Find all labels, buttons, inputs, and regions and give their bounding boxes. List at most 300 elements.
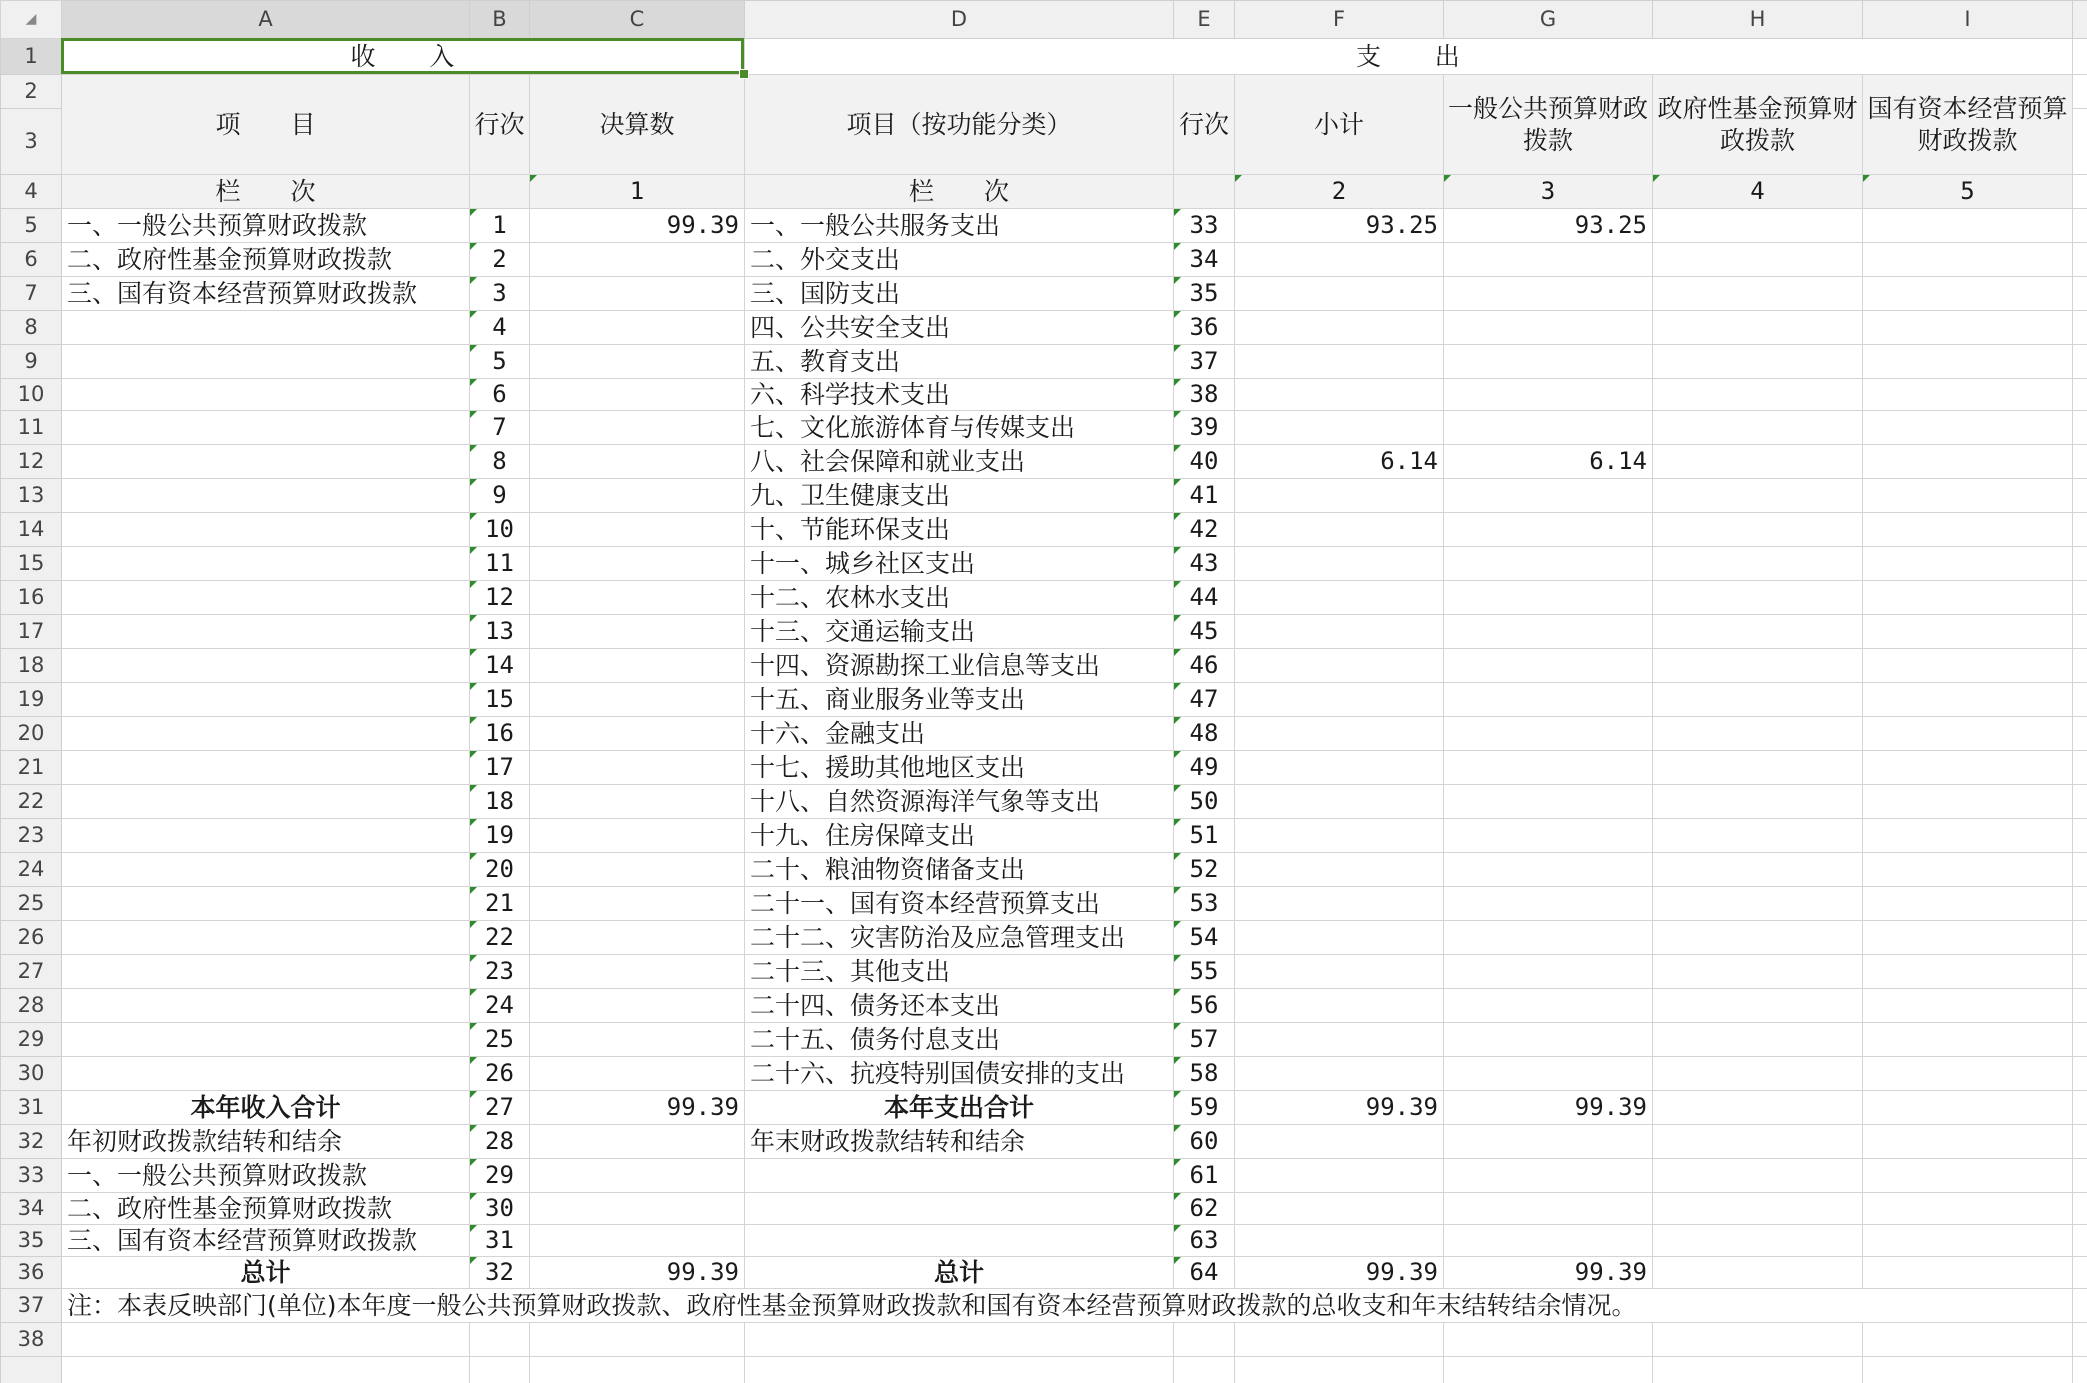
amount-cell[interactable] [530,277,745,311]
row-number-cell[interactable]: 30 [470,1193,530,1225]
amount-cell[interactable] [1653,513,1863,547]
column-header[interactable]: C [530,1,745,39]
amount-cell[interactable] [1863,921,2073,955]
amount-cell[interactable] [1863,1091,2073,1125]
amount-cell[interactable] [530,1125,745,1159]
cell[interactable] [745,1323,1174,1357]
amount-cell[interactable] [1653,1125,1863,1159]
row-header[interactable]: 32 [1,1125,62,1159]
amount-cell[interactable]: 93.25 [1444,209,1653,243]
amount-cell[interactable] [1235,887,1444,921]
expense-item-cell[interactable]: 十八、自然资源海洋气象等支出 [745,785,1174,819]
income-item-cell[interactable]: 二、政府性基金预算财政拨款 [62,243,470,277]
amount-cell[interactable]: 99.39 [1235,1091,1444,1125]
income-item-cell[interactable] [62,853,470,887]
income-item-cell[interactable]: 一、一般公共预算财政拨款 [62,209,470,243]
expense-item-cell[interactable]: 十一、城乡社区支出 [745,547,1174,581]
row-header[interactable]: 27 [1,955,62,989]
row-number-cell[interactable]: 60 [1174,1125,1235,1159]
amount-cell[interactable] [1235,1125,1444,1159]
row-header[interactable]: 14 [1,513,62,547]
row-number-cell[interactable]: 27 [470,1091,530,1125]
column-header[interactable]: B [470,1,530,39]
amount-cell[interactable] [530,819,745,853]
cell[interactable] [1174,1323,1235,1357]
amount-cell[interactable] [530,243,745,277]
row-number-cell[interactable]: 2 [470,243,530,277]
amount-cell[interactable] [1653,209,1863,243]
amount-cell[interactable] [1863,751,2073,785]
row-header[interactable]: 1 [1,39,62,75]
expense-item-cell[interactable] [745,1159,1174,1193]
amount-cell[interactable] [1653,887,1863,921]
income-item-cell[interactable] [62,785,470,819]
income-item-cell[interactable]: 三、国有资本经营预算财政拨款 [62,277,470,311]
amount-cell[interactable] [1444,887,1653,921]
row-number-cell[interactable]: 31 [470,1225,530,1257]
row-header[interactable]: 11 [1,411,62,445]
row-number-cell[interactable]: 50 [1174,785,1235,819]
cell[interactable] [1174,175,1235,209]
expense-item-cell[interactable]: 二、外交支出 [745,243,1174,277]
amount-cell[interactable] [1235,717,1444,751]
row-number-cell[interactable]: 42 [1174,513,1235,547]
final-amount-label-cell[interactable]: 决算数 [530,75,745,175]
amount-cell[interactable] [1863,1257,2073,1289]
amount-cell[interactable] [1653,311,1863,345]
amount-cell[interactable] [1444,989,1653,1023]
expense-item-cell[interactable]: 一、一般公共服务支出 [745,209,1174,243]
amount-cell[interactable] [1653,853,1863,887]
amount-cell[interactable]: 99.39 [1444,1091,1653,1125]
amount-cell[interactable] [1863,1023,2073,1057]
amount-cell[interactable] [1235,311,1444,345]
row-header[interactable]: 19 [1,683,62,717]
expense-item-cell[interactable]: 九、卫生健康支出 [745,479,1174,513]
expense-item-cell[interactable]: 本年支出合计 [745,1091,1174,1125]
row-header[interactable]: 15 [1,547,62,581]
gov-fund-label-cell[interactable]: 政府性基金预算财政拨款 [1653,75,1863,175]
amount-cell[interactable] [1863,513,2073,547]
row-number-cell[interactable]: 55 [1174,955,1235,989]
amount-cell[interactable] [1235,819,1444,853]
amount-cell[interactable] [1653,581,1863,615]
row-number-cell[interactable]: 20 [470,853,530,887]
amount-cell[interactable] [530,615,745,649]
amount-cell[interactable] [1653,955,1863,989]
amount-cell[interactable] [1863,479,2073,513]
row-header[interactable]: 12 [1,445,62,479]
amount-cell[interactable] [1444,1225,1653,1257]
amount-cell[interactable] [1863,277,2073,311]
amount-cell[interactable] [1863,819,2073,853]
amount-cell[interactable] [1235,1159,1444,1193]
amount-cell[interactable] [1444,513,1653,547]
amount-cell[interactable] [530,751,745,785]
row-number-cell[interactable]: 34 [1174,243,1235,277]
row-header[interactable]: 26 [1,921,62,955]
expense-item-cell[interactable]: 五、教育支出 [745,345,1174,379]
expense-item-cell[interactable]: 年末财政拨款结转和结余 [745,1125,1174,1159]
amount-cell[interactable] [530,1225,745,1257]
amount-cell[interactable] [1653,717,1863,751]
row-number-cell[interactable]: 53 [1174,887,1235,921]
row-number-cell[interactable]: 7 [470,411,530,445]
row-number-cell[interactable]: 4 [470,311,530,345]
amount-cell[interactable] [1653,785,1863,819]
amount-cell[interactable] [1653,989,1863,1023]
income-item-cell[interactable] [62,411,470,445]
amount-cell[interactable] [1444,1159,1653,1193]
amount-cell[interactable] [1863,649,2073,683]
amount-cell[interactable] [1235,921,1444,955]
row-number-cell[interactable]: 29 [470,1159,530,1193]
row-number-cell[interactable]: 12 [470,581,530,615]
amount-cell[interactable]: 99.39 [1444,1257,1653,1289]
expense-item-cell[interactable]: 二十五、债务付息支出 [745,1023,1174,1057]
row-number-cell[interactable]: 17 [470,751,530,785]
amount-cell[interactable] [1863,379,2073,411]
amount-cell[interactable] [1235,955,1444,989]
row-no-label-cell[interactable]: 行次 [1174,75,1235,175]
column-number-cell[interactable]: 4 [1653,175,1863,209]
row-header[interactable]: 16 [1,581,62,615]
amount-cell[interactable]: 93.25 [1235,209,1444,243]
row-header[interactable]: 37 [1,1289,62,1323]
amount-cell[interactable] [1235,243,1444,277]
subtotal-label-cell[interactable]: 小计 [1235,75,1444,175]
amount-cell[interactable] [1444,1023,1653,1057]
row-number-cell[interactable]: 22 [470,921,530,955]
income-item-cell[interactable]: 一、一般公共预算财政拨款 [62,1159,470,1193]
amount-cell[interactable] [1235,649,1444,683]
income-item-cell[interactable] [62,615,470,649]
income-item-cell[interactable]: 二、政府性基金预算财政拨款 [62,1193,470,1225]
amount-cell[interactable] [1863,345,2073,379]
cell[interactable] [530,1323,745,1357]
expense-item-cell[interactable]: 十七、援助其他地区支出 [745,751,1174,785]
row-number-cell[interactable]: 21 [470,887,530,921]
amount-cell[interactable] [1444,277,1653,311]
amount-cell[interactable] [1653,615,1863,649]
amount-cell[interactable] [1653,1193,1863,1225]
column-label-cell[interactable]: 栏 次 [745,175,1174,209]
row-number-cell[interactable]: 59 [1174,1091,1235,1125]
expense-item-cell[interactable]: 十、节能环保支出 [745,513,1174,547]
income-item-cell[interactable] [62,445,470,479]
amount-cell[interactable] [530,513,745,547]
income-item-cell[interactable] [62,581,470,615]
income-item-cell[interactable] [62,345,470,379]
expense-item-cell[interactable]: 二十二、灾害防治及应急管理支出 [745,921,1174,955]
amount-cell[interactable] [530,1159,745,1193]
expense-item-cell[interactable]: 十九、住房保障支出 [745,819,1174,853]
column-label-cell[interactable]: 栏 次 [62,175,470,209]
amount-cell[interactable] [530,955,745,989]
amount-cell[interactable] [530,311,745,345]
amount-cell[interactable] [1653,1225,1863,1257]
row-header[interactable]: 13 [1,479,62,513]
amount-cell[interactable] [1863,1159,2073,1193]
row-number-cell[interactable]: 36 [1174,311,1235,345]
column-header[interactable]: D [745,1,1174,39]
row-number-cell[interactable]: 41 [1174,479,1235,513]
row-number-cell[interactable]: 39 [1174,411,1235,445]
row-number-cell[interactable]: 14 [470,649,530,683]
row-number-cell[interactable]: 26 [470,1057,530,1091]
row-number-cell[interactable]: 16 [470,717,530,751]
expense-item-cell[interactable]: 六、科学技术支出 [745,379,1174,411]
amount-cell[interactable] [1653,1257,1863,1289]
cell[interactable] [1444,1323,1653,1357]
row-header[interactable]: 35 [1,1225,62,1257]
amount-cell[interactable] [1444,751,1653,785]
amount-cell[interactable] [1444,819,1653,853]
expense-item-cell[interactable]: 三、国防支出 [745,277,1174,311]
amount-cell[interactable] [530,785,745,819]
amount-cell[interactable] [530,1193,745,1225]
expense-item-cell[interactable]: 七、文化旅游体育与传媒支出 [745,411,1174,445]
row-number-cell[interactable]: 62 [1174,1193,1235,1225]
row-header[interactable]: 22 [1,785,62,819]
expense-item-cell[interactable]: 四、公共安全支出 [745,311,1174,345]
amount-cell[interactable] [1235,345,1444,379]
amount-cell[interactable] [1444,921,1653,955]
amount-cell[interactable] [1444,683,1653,717]
amount-cell[interactable] [1444,1193,1653,1225]
expense-item-cell[interactable] [745,1193,1174,1225]
row-number-cell[interactable]: 18 [470,785,530,819]
row-number-cell[interactable]: 54 [1174,921,1235,955]
amount-cell[interactable] [1653,921,1863,955]
amount-cell[interactable] [1863,243,2073,277]
column-header[interactable]: A [62,1,470,39]
amount-cell[interactable] [1653,243,1863,277]
column-header[interactable]: F [1235,1,1444,39]
row-header[interactable]: 3 [1,109,62,175]
amount-cell[interactable] [530,853,745,887]
row-header[interactable]: 8 [1,311,62,345]
amount-cell[interactable] [1444,649,1653,683]
amount-cell[interactable] [1444,581,1653,615]
row-number-cell[interactable]: 44 [1174,581,1235,615]
row-header[interactable]: 24 [1,853,62,887]
column-number-cell[interactable]: 5 [1863,175,2073,209]
row-number-cell[interactable]: 37 [1174,345,1235,379]
amount-cell[interactable]: 99.39 [530,209,745,243]
income-item-cell[interactable] [62,1023,470,1057]
expense-item-cell[interactable] [745,1225,1174,1257]
income-item-cell[interactable]: 三、国有资本经营预算财政拨款 [62,1225,470,1257]
amount-cell[interactable] [1653,1057,1863,1091]
row-header[interactable]: 25 [1,887,62,921]
row-number-cell[interactable]: 64 [1174,1257,1235,1289]
column-header[interactable]: G [1444,1,1653,39]
amount-cell[interactable] [530,1057,745,1091]
row-number-cell[interactable]: 46 [1174,649,1235,683]
income-item-cell[interactable] [62,649,470,683]
amount-cell[interactable] [1863,717,2073,751]
expense-item-cell[interactable]: 二十、粮油物资储备支出 [745,853,1174,887]
income-item-cell[interactable] [62,311,470,345]
row-number-cell[interactable]: 32 [470,1257,530,1289]
income-item-cell[interactable] [62,479,470,513]
amount-cell[interactable] [1444,615,1653,649]
income-item-cell[interactable] [62,513,470,547]
amount-cell[interactable] [1863,411,2073,445]
row-number-cell[interactable]: 57 [1174,1023,1235,1057]
amount-cell[interactable] [1653,1159,1863,1193]
row-number-cell[interactable]: 19 [470,819,530,853]
row-header[interactable]: 30 [1,1057,62,1091]
cell[interactable] [1235,1323,1444,1357]
row-header[interactable]: 6 [1,243,62,277]
row-header[interactable]: 9 [1,345,62,379]
income-item-cell[interactable]: 年初财政拨款结转和结余 [62,1125,470,1159]
amount-cell[interactable] [530,445,745,479]
row-number-cell[interactable]: 63 [1174,1225,1235,1257]
row-number-cell[interactable]: 11 [470,547,530,581]
amount-cell[interactable] [1444,955,1653,989]
amount-cell[interactable] [1444,411,1653,445]
amount-cell[interactable] [530,581,745,615]
row-number-cell[interactable]: 5 [470,345,530,379]
expense-item-cell[interactable]: 十三、交通运输支出 [745,615,1174,649]
income-item-cell[interactable] [62,887,470,921]
amount-cell[interactable] [1444,379,1653,411]
amount-cell[interactable] [1235,1023,1444,1057]
row-number-cell[interactable]: 24 [470,989,530,1023]
row-header[interactable]: 29 [1,1023,62,1057]
amount-cell[interactable] [1235,547,1444,581]
amount-cell[interactable] [1444,717,1653,751]
amount-cell[interactable] [1863,1193,2073,1225]
expense-item-cell[interactable]: 二十六、抗疫特别国债安排的支出 [745,1057,1174,1091]
amount-cell[interactable] [1235,853,1444,887]
row-number-cell[interactable]: 56 [1174,989,1235,1023]
expense-title-cell[interactable]: 支 出 [745,39,2073,75]
amount-cell[interactable] [1863,615,2073,649]
row-number-cell[interactable]: 49 [1174,751,1235,785]
amount-cell[interactable] [1235,411,1444,445]
income-title-cell[interactable]: 收 入 [62,39,745,75]
amount-cell[interactable] [1444,345,1653,379]
amount-cell[interactable] [530,921,745,955]
amount-cell[interactable] [1863,1125,2073,1159]
income-item-cell[interactable]: 本年收入合计 [62,1091,470,1125]
income-item-cell[interactable] [62,921,470,955]
footnote-cell[interactable]: 注：本表反映部门(单位)本年度一般公共预算财政拨款、政府性基金预算财政拨款和国有资本经营预算财政拨款的总收支和年末结转结余情况。 [62,1289,2073,1323]
amount-cell[interactable] [1863,989,2073,1023]
amount-cell[interactable] [530,989,745,1023]
row-header[interactable]: 5 [1,209,62,243]
row-header[interactable]: 23 [1,819,62,853]
row-number-cell[interactable]: 45 [1174,615,1235,649]
row-number-cell[interactable]: 23 [470,955,530,989]
amount-cell[interactable] [1653,445,1863,479]
amount-cell[interactable] [530,683,745,717]
cell[interactable] [470,1323,530,1357]
amount-cell[interactable] [1653,547,1863,581]
row-header[interactable]: 7 [1,277,62,311]
amount-cell[interactable] [1235,683,1444,717]
amount-cell[interactable] [1235,785,1444,819]
amount-cell[interactable] [1653,649,1863,683]
column-number-cell[interactable]: 2 [1235,175,1444,209]
amount-cell[interactable] [1444,311,1653,345]
expense-item-cell[interactable]: 十四、资源勘探工业信息等支出 [745,649,1174,683]
amount-cell[interactable] [1863,1225,2073,1257]
amount-cell[interactable] [1444,1057,1653,1091]
row-header[interactable]: 4 [1,175,62,209]
amount-cell[interactable] [530,411,745,445]
row-header[interactable]: 38 [1,1323,62,1357]
income-item-cell[interactable] [62,717,470,751]
column-number-cell[interactable]: 1 [530,175,745,209]
row-number-cell[interactable]: 15 [470,683,530,717]
amount-cell[interactable] [1863,581,2073,615]
row-header[interactable]: 34 [1,1193,62,1225]
row-header[interactable]: 2 [1,75,62,109]
amount-cell[interactable] [1235,1193,1444,1225]
amount-cell[interactable] [530,649,745,683]
expense-item-cell[interactable]: 十二、农林水支出 [745,581,1174,615]
cell[interactable] [1863,1323,2073,1357]
amount-cell[interactable] [1653,683,1863,717]
row-number-cell[interactable]: 6 [470,379,530,411]
income-item-cell[interactable] [62,989,470,1023]
amount-cell[interactable] [1235,615,1444,649]
column-header[interactable]: I [1863,1,2073,39]
amount-cell[interactable]: 99.39 [530,1091,745,1125]
row-number-cell[interactable]: 28 [470,1125,530,1159]
amount-cell[interactable] [1653,479,1863,513]
function-item-label-cell[interactable]: 项目（按功能分类） [745,75,1174,175]
row-header[interactable]: 18 [1,649,62,683]
income-item-cell[interactable] [62,955,470,989]
expense-item-cell[interactable]: 八、社会保障和就业支出 [745,445,1174,479]
general-budget-label-cell[interactable]: 一般公共预算财政拨款 [1444,75,1653,175]
amount-cell[interactable]: 6.14 [1444,445,1653,479]
amount-cell[interactable] [1863,209,2073,243]
amount-cell[interactable] [1863,887,2073,921]
cell[interactable] [470,175,530,209]
amount-cell[interactable] [1444,547,1653,581]
expense-item-cell[interactable]: 十六、金融支出 [745,717,1174,751]
amount-cell[interactable] [1444,1125,1653,1159]
row-header[interactable]: 28 [1,989,62,1023]
expense-item-cell[interactable]: 二十三、其他支出 [745,955,1174,989]
row-header[interactable]: 10 [1,379,62,411]
amount-cell[interactable]: 99.39 [1235,1257,1444,1289]
income-item-cell[interactable]: 总计 [62,1257,470,1289]
row-number-cell[interactable]: 8 [470,445,530,479]
amount-cell[interactable] [1235,989,1444,1023]
amount-cell[interactable] [1653,345,1863,379]
cell[interactable] [1653,1323,1863,1357]
amount-cell[interactable] [530,1023,745,1057]
amount-cell[interactable] [1235,513,1444,547]
row-number-cell[interactable]: 1 [470,209,530,243]
amount-cell[interactable] [1863,547,2073,581]
amount-cell[interactable] [530,345,745,379]
row-number-cell[interactable]: 40 [1174,445,1235,479]
item-label-cell[interactable]: 项 目 [62,75,470,175]
amount-cell[interactable] [1863,853,2073,887]
amount-cell[interactable] [530,479,745,513]
row-number-cell[interactable]: 48 [1174,717,1235,751]
expense-item-cell[interactable]: 总计 [745,1257,1174,1289]
